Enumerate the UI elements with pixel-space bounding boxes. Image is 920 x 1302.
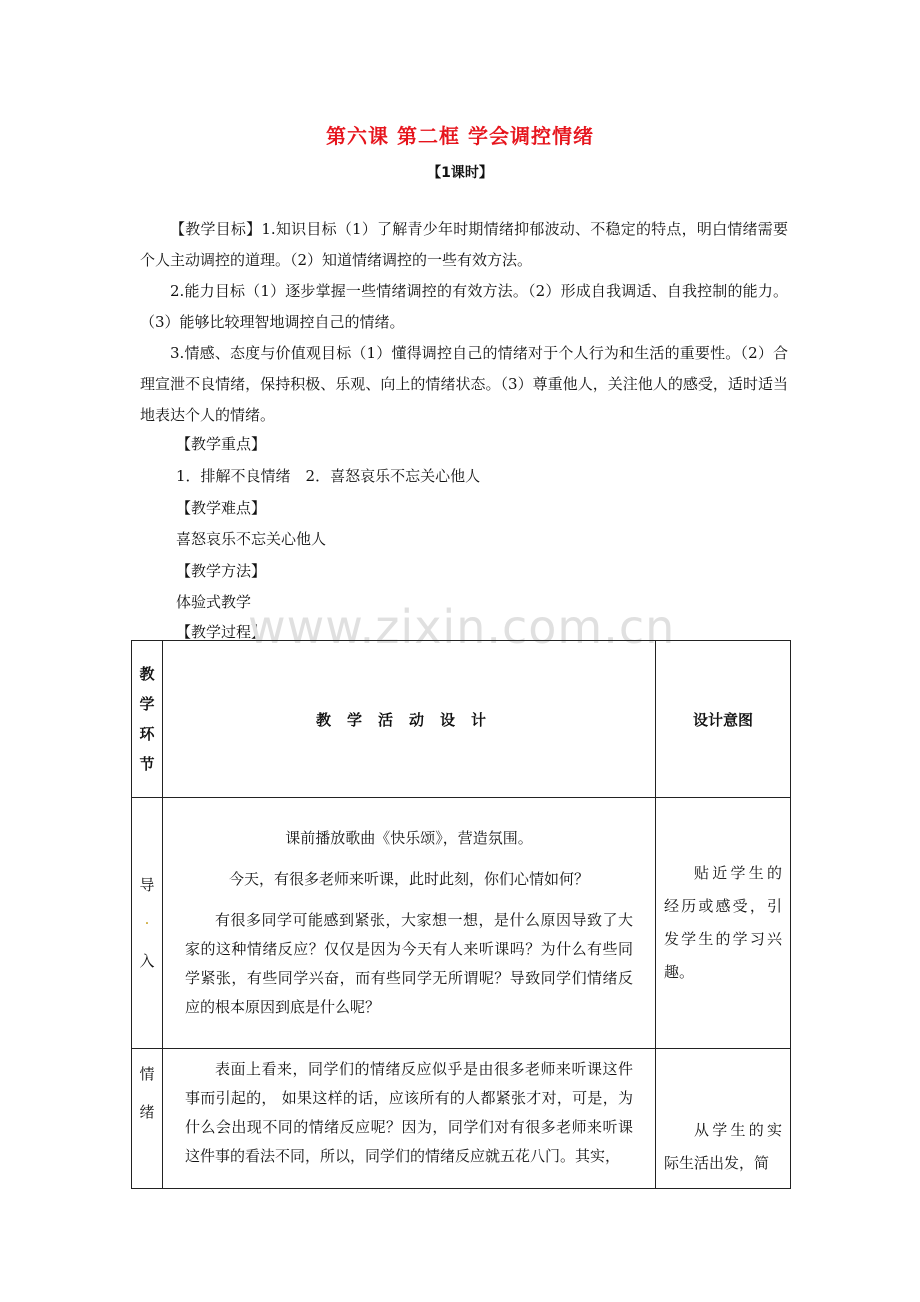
objective-knowledge: 【教学目标】1.知识目标（1）了解青少年时期情绪抑郁波动、不稳定的特点，明白情绪需要个人主动调控的道理。（2）知道情绪调控的一些有效方法。 bbox=[140, 220, 788, 269]
stage-emotion: 情 绪 bbox=[132, 1049, 163, 1189]
emotion-activity: 表面上看来，同学们的情绪反应似乎是由很多老师来听课这件事而引起的， 如果这样的话，应该所有的人都紧张才对，可是，为什么会出现不同的情绪反应呢？因为，同学们对有很多老师来听课这件事的看法不同，所以，同学们的情绪反应就五花八门。其实， bbox=[163, 1049, 656, 1189]
intro-activity bbox=[163, 798, 656, 1049]
header-design-intent: 设计意图 bbox=[656, 641, 791, 798]
method-text: 体验式教学 bbox=[176, 593, 252, 611]
table-header-row bbox=[132, 641, 791, 798]
teaching-objectives bbox=[140, 214, 788, 431]
key-points-text: 1．排解不良情绪 2．喜怒哀乐不忘关心他人 bbox=[176, 467, 481, 485]
intro-line-3: 有很多同学可能感到紧张，大家想一想，是什么原因导致了大家的这种情绪反应？仅仅是因为今天有人来听课吗？为什么有些同学紧张，有些同学兴奋，而有些同学无所谓呢？导致同学们情绪反应的根本原因到底是什么呢？ bbox=[185, 911, 633, 1016]
objective-ability: 2.能力目标（1）逐步掌握一些情绪调控的有效方法。（2）形成自我调适、自我控制的能力。（3）能够比较理智地调控自己的情绪。 bbox=[140, 282, 788, 331]
intro-line-1: 课前播放歌曲《快乐颂》，营造氛围。 bbox=[285, 829, 533, 847]
key-points-label: 【教学重点】 bbox=[176, 435, 267, 453]
document-title: 第六课 第二框 学会调控情绪 bbox=[326, 124, 594, 148]
method-label: 【教学方法】 bbox=[176, 562, 267, 580]
stage-intro: 导 · 入 bbox=[132, 798, 163, 1049]
emotion-intent: 从学生的实际生活出发，简 bbox=[656, 1049, 791, 1189]
table-row-emotion bbox=[132, 1049, 791, 1189]
process-label: 【教学过程】 bbox=[176, 623, 267, 641]
table-row-intro bbox=[132, 798, 791, 1049]
objective-attitude: 3.情感、态度与价值观目标（1）懂得调控自己的情绪对于个人行为和生活的重要性。（2）合理宣泄不良情绪，保持积极、乐观、向上的情绪状态。（3）尊重他人，关注他人的感受，适时适当地表达个人的情绪。 bbox=[140, 344, 788, 424]
teaching-process-table bbox=[131, 640, 791, 1189]
difficult-points-label: 【教学难点】 bbox=[176, 499, 267, 517]
watermark: www.zixin.com.cn bbox=[248, 600, 676, 654]
lesson-duration: 【1课时】 bbox=[427, 165, 493, 181]
header-activity-design: 教学活动设计 bbox=[163, 641, 656, 798]
difficult-points-text: 喜怒哀乐不忘关心他人 bbox=[176, 530, 327, 548]
header-stage: 教 学 环 节 bbox=[132, 641, 163, 798]
intro-intent: 贴近学生的经历或感受，引发学生的学习兴趣。 bbox=[656, 798, 791, 1049]
intro-line-2: 今天，有很多老师来听课，此时此刻，你们心情如何？ bbox=[228, 870, 589, 888]
